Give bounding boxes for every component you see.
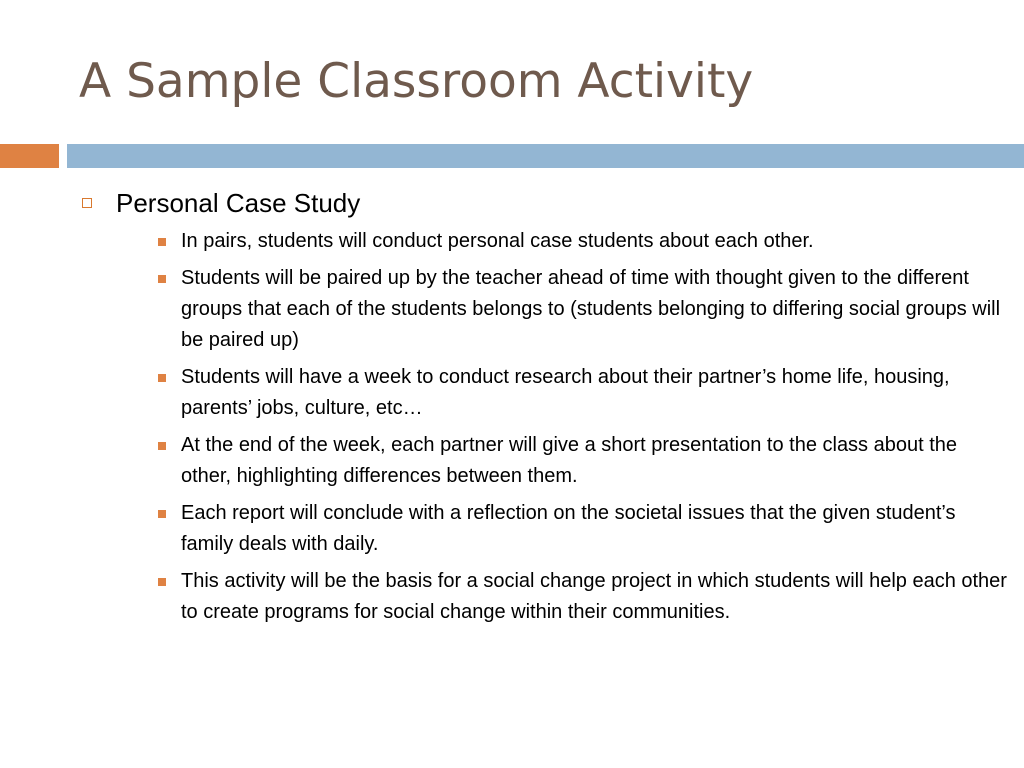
slide-body — [82, 186, 1012, 634]
hollow-square-icon — [82, 198, 92, 208]
title-accent-bar-orange — [0, 144, 59, 168]
filled-square-icon — [158, 442, 166, 450]
slide-title: A Sample Classroom Activity — [79, 54, 754, 109]
sub-bullet-text: Students will be paired up by the teacher ahead of time with thought given to the different groups that each of the students belongs to (students belonging to differing social groups will be paired up) — [181, 267, 1001, 351]
sub-bullet-item — [158, 430, 1012, 492]
sub-bullet-item — [158, 498, 1012, 560]
sub-bullet-text: In pairs, students will conduct personal case students about each other. — [181, 230, 814, 252]
sub-bullet-item — [158, 362, 1012, 424]
sub-bullet-text: This activity will be the basis for a social change project in which students will help each other to create programs for social change within their communities. — [181, 570, 1007, 623]
filled-square-icon — [158, 238, 166, 246]
sub-bullet-list — [82, 226, 1012, 628]
sub-bullet-text: Each report will conclude with a reflection on the societal issues that the given student’s family deals with daily. — [181, 502, 956, 555]
filled-square-icon — [158, 510, 166, 518]
main-bullet-text: Personal Case Study — [116, 188, 361, 218]
sub-bullet-item — [158, 566, 1012, 628]
sub-bullet-text: Students will have a week to conduct research about their partner’s home life, housing, parents’ jobs, culture, etc… — [181, 366, 950, 419]
sub-bullet-item — [158, 226, 1012, 257]
filled-square-icon — [158, 275, 166, 283]
main-bullet-item — [82, 186, 1012, 220]
filled-square-icon — [158, 578, 166, 586]
filled-square-icon — [158, 374, 166, 382]
sub-bullet-text: At the end of the week, each partner will give a short presentation to the class about the other, highlighting differences between them. — [181, 434, 958, 487]
sub-bullet-item — [158, 263, 1012, 356]
title-accent-bar-blue — [67, 144, 1024, 168]
